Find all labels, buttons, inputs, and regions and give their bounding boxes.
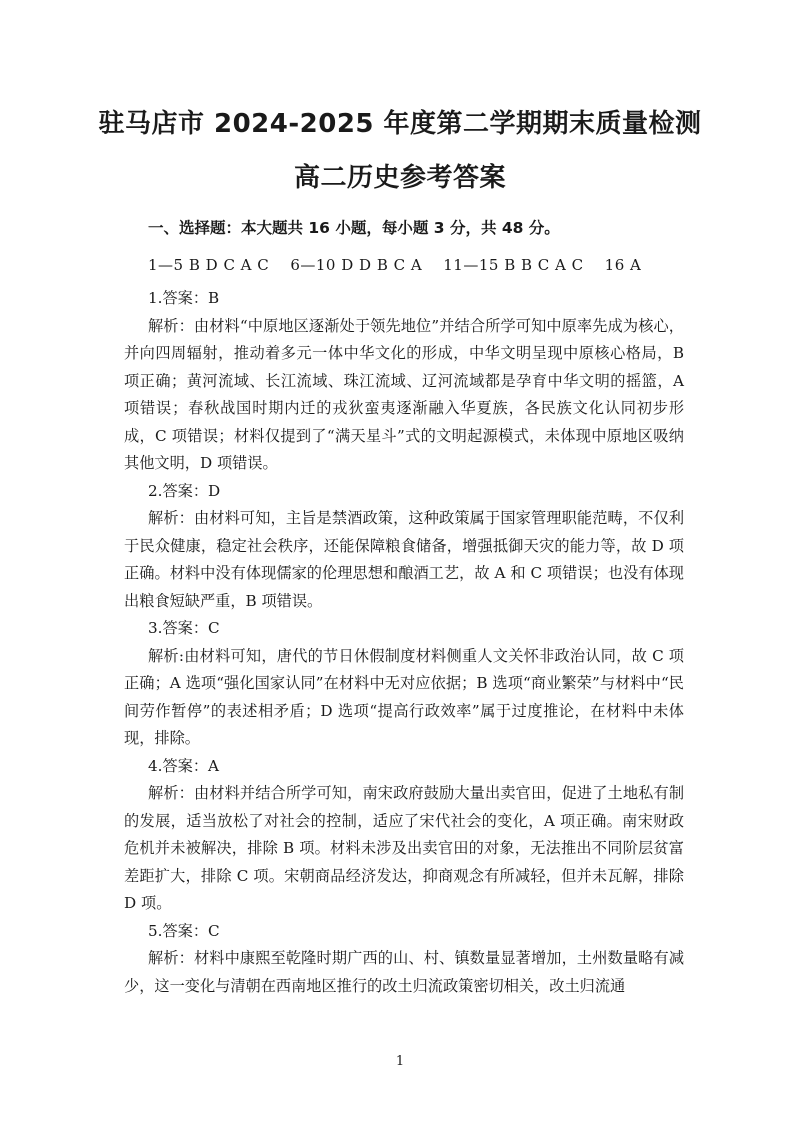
question-explanation: 解析：由材料可知，主旨是禁酒政策，这种政策属于国家管理职能范畴，不仅利于民众健康，稳定社会秩序，还能保障粮食储备，增强抵御天灾的能力等，故 D 项正确。材料中没有体现儒家的伦理思想和酿酒工艺，故 A 和 C 项错误；也没有体现出粮食短缺严重，B 项错误。 (124, 509, 684, 610)
question-block (124, 753, 684, 918)
document-title: 驻马店市 2024-2025 年度第二学期期末质量检测 (98, 109, 702, 139)
answer-key-line: 1—5 B D C A C 6—10 D D B C A 11—15 B B C A C 16 A (148, 256, 642, 274)
question-answer-label: 2.答案：D (148, 481, 221, 500)
question-block (124, 918, 684, 1001)
question-explanation: 解析：由材料“中原地区逐渐处于领先地位”并结合所学可知中原率先成为核心，并向四周辐射，推动着多元一体中华文化的形成，中华文明呈现中原核心格局，B 项正确；黄河流域、长江流域、珠江流域、辽河流域都是孕育中华文明的摇篮，A 项错误；春秋战国时期内迁的戎狄蛮夷逐渐融入华夏族，各民族文化认同初步形成，C 项错误；材料仅提到了“满天星斗”式的文明起源模式，未体现中原地区吸纳其他文明，D 项错误。 (124, 316, 684, 472)
question-explanation: 解析:由材料可知，唐代的节日休假制度材料侧重人文关怀非政治认同，故 C 项正确；A 选项“强化国家认同”在材料中无对应依据；B 选项“商业繁荣”与材料中“民间劳作暂停”的表述相矛盾；D 选项“提高行政效率”属于过度推论，在材料中未体现，排除。 (124, 646, 684, 747)
question-answer-label: 5.答案：C (148, 921, 220, 940)
question-answer-label: 4.答案：A (148, 756, 220, 775)
question-block (124, 478, 684, 616)
question-explanation: 解析：材料中康熙至乾隆时期广西的山、村、镇数量显著增加，土州数量略有减少，这一变化与清朝在西南地区推行的改土归流政策密切相关，改土归流通 (124, 949, 684, 995)
explanations-body (124, 285, 684, 1000)
page-number: 1 (395, 1054, 405, 1069)
document-subtitle: 高二历史参考答案 (293, 163, 506, 193)
question-answer-label: 3.答案：C (148, 619, 220, 637)
question-block (124, 615, 684, 753)
question-explanation: 解析：由材料并结合所学可知，南宋政府鼓励大量出卖官田，促进了土地私有制的发展，适当放松了对社会的控制，适应了宋代社会的变化，A 项正确。南宋财政危机并未被解决，排除 B 项。材料未涉及出卖官田的对象，无法推出不同阶层贫富差距扩大，排除 C 项。宋朝商品经济发达，抑商观念有所减轻，但并未瓦解，排除 D 项。 (124, 784, 684, 912)
question-answer-label: 1.答案：B (148, 289, 220, 307)
question-block (124, 285, 684, 478)
section-heading: 一、选择题：本大题共 16 小题，每小题 3 分，共 48 分。 (148, 219, 560, 237)
